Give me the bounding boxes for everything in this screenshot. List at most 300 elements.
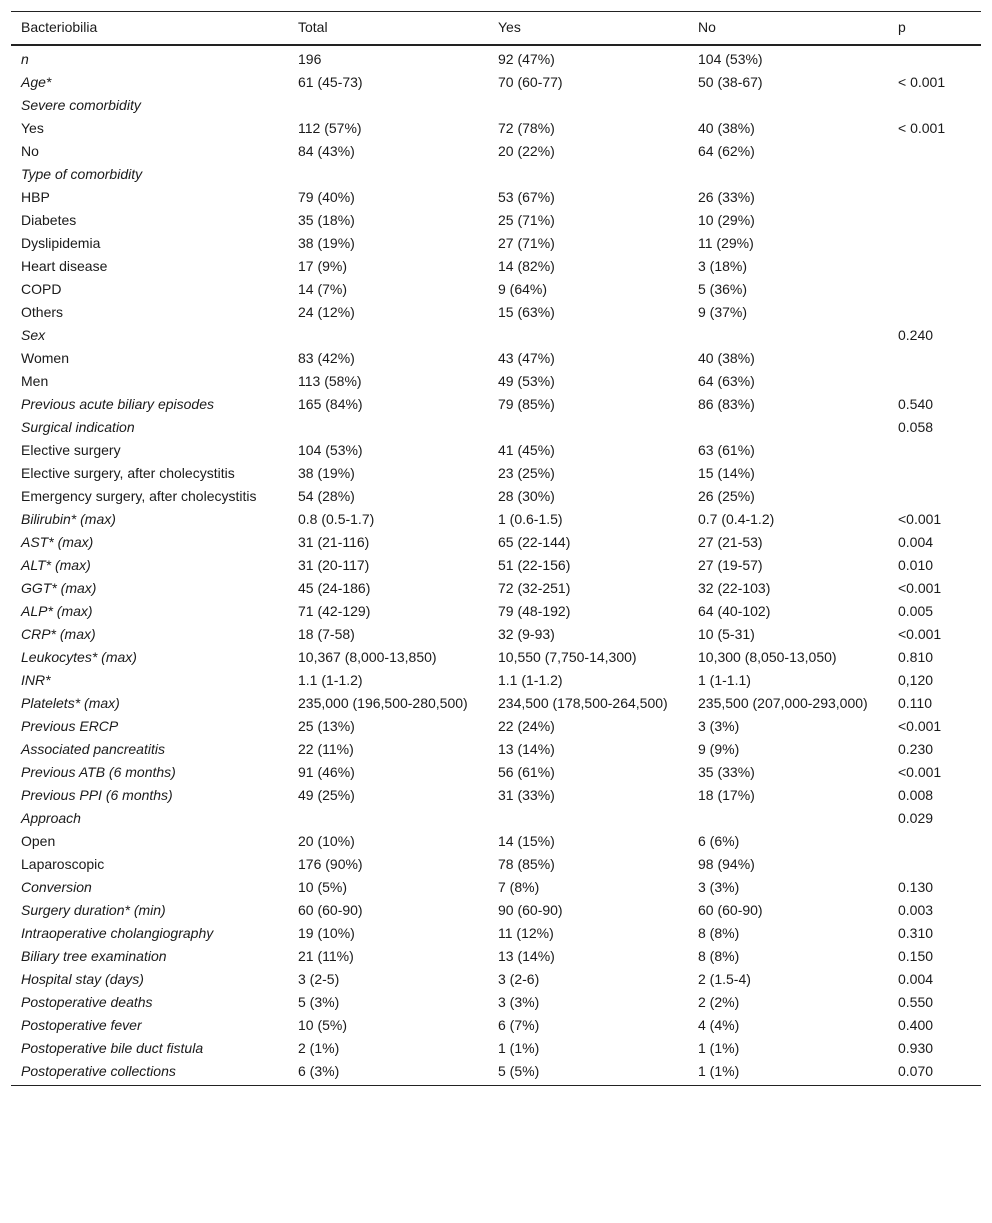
- cell-no: 27 (21-53): [698, 534, 763, 550]
- row-label-text: Dyslipidemia: [21, 235, 101, 251]
- cell-p: 0.008: [898, 787, 934, 803]
- row-sublabel: [11, 830, 288, 853]
- cell-total: 60 (60-90): [298, 902, 363, 918]
- row-label-text: Men: [21, 373, 49, 389]
- cell-yes: 1 (0.6-1.5): [498, 511, 563, 527]
- cell-total: 31 (20-117): [298, 557, 370, 573]
- row-label-text: Approach: [21, 810, 81, 826]
- row-label: [11, 1037, 288, 1060]
- cell-no: 26 (33%): [698, 189, 755, 205]
- cell-no: 40 (38%): [698, 120, 755, 136]
- cell-yes: 72 (32-251): [498, 580, 571, 596]
- cell-total: 31 (21-116): [298, 534, 370, 550]
- cell-no: [688, 416, 888, 439]
- cell-total: [288, 163, 488, 186]
- cell-yes: 78 (85%): [498, 856, 555, 872]
- row-label: [11, 163, 288, 186]
- cell-no: 10 (29%): [698, 212, 755, 228]
- cell-total: 2 (1%): [298, 1040, 340, 1056]
- row-sublabel: [11, 370, 288, 393]
- row-label-text: ALT* (max): [21, 557, 91, 573]
- cell-yes: [488, 324, 688, 347]
- row-label-text: ALP* (max): [21, 603, 93, 619]
- table-row: [11, 692, 981, 715]
- cell-yes: 65 (22-144): [498, 534, 571, 550]
- row-label-text: Postoperative collections: [21, 1063, 176, 1079]
- row-label-text: AST* (max): [21, 534, 94, 550]
- table-row: [11, 232, 981, 255]
- cell-no: 10,300 (8,050-13,050): [698, 649, 837, 665]
- cell-no: 10 (5-31): [698, 626, 755, 642]
- table-row: [11, 945, 981, 968]
- row-sublabel: [11, 117, 288, 140]
- row-label: [11, 531, 288, 554]
- table-row: [11, 991, 981, 1014]
- cell-p: <0.001: [898, 764, 942, 780]
- cell-yes: 11 (12%): [498, 925, 554, 941]
- cell-no: 64 (63%): [698, 373, 755, 389]
- cell-no: [688, 324, 888, 347]
- cell-no: 0.7 (0.4-1.2): [698, 511, 775, 527]
- cell-total: [288, 94, 488, 117]
- row-label: [11, 899, 288, 922]
- cell-p: [888, 485, 981, 508]
- cell-total: 3 (2-5): [298, 971, 340, 987]
- cell-yes: 13 (14%): [498, 741, 555, 757]
- cell-yes: 51 (22-156): [498, 557, 571, 573]
- cell-yes: [488, 416, 688, 439]
- cell-yes: 14 (82%): [498, 258, 555, 274]
- row-label: [11, 324, 288, 347]
- cell-total: 113 (58%): [298, 373, 362, 389]
- cell-total: 165 (84%): [298, 396, 363, 412]
- table-row: [11, 899, 981, 922]
- header-yes: Yes: [498, 19, 521, 35]
- cell-no: 9 (9%): [698, 741, 740, 757]
- cell-p: 0.310: [898, 925, 934, 941]
- cell-p: 0.070: [898, 1063, 934, 1079]
- cell-yes: 41 (45%): [498, 442, 555, 458]
- cell-no: [688, 94, 888, 117]
- cell-yes: 27 (71%): [498, 235, 555, 251]
- cell-total: [288, 416, 488, 439]
- row-label-text: Platelets* (max): [21, 695, 120, 711]
- cell-total: 61 (45-73): [298, 74, 363, 90]
- cell-total: 5 (3%): [298, 994, 340, 1010]
- row-label-text: Sex: [21, 327, 46, 343]
- row-label-text: Postoperative fever: [21, 1017, 142, 1033]
- cell-p: 0.540: [898, 396, 934, 412]
- cell-no: 104 (53%): [698, 51, 763, 67]
- cell-no: 40 (38%): [698, 350, 755, 366]
- cell-p: [888, 278, 981, 301]
- table-row: [11, 968, 981, 991]
- cell-no: 35 (33%): [698, 764, 755, 780]
- cell-total: 10 (5%): [298, 1017, 348, 1033]
- row-label-text: Leukocytes* (max): [21, 649, 137, 665]
- cell-yes: 53 (67%): [498, 189, 555, 205]
- row-label: [11, 715, 288, 738]
- row-sublabel: [11, 232, 288, 255]
- cell-no: 98 (94%): [698, 856, 755, 872]
- cell-yes: 72 (78%): [498, 120, 555, 136]
- cell-p: [888, 163, 981, 186]
- cell-total: 176 (90%): [298, 856, 363, 872]
- row-label: [11, 784, 288, 807]
- cell-p: [888, 232, 981, 255]
- row-label: [11, 968, 288, 991]
- cell-total: 10,367 (8,000-13,850): [298, 649, 437, 665]
- row-label: [11, 393, 288, 416]
- cell-total: 18 (7-58): [298, 626, 355, 642]
- cell-yes: 28 (30%): [498, 488, 555, 504]
- row-label: [11, 922, 288, 945]
- cell-total: 21 (11%): [298, 948, 354, 964]
- cell-yes: 49 (53%): [498, 373, 555, 389]
- cell-no: 1 (1-1.1): [698, 672, 751, 688]
- cell-no: 64 (62%): [698, 143, 755, 159]
- cell-total: 84 (43%): [298, 143, 355, 159]
- table-header: [11, 12, 981, 46]
- cell-yes: 13 (14%): [498, 948, 555, 964]
- row-label: [11, 738, 288, 761]
- cell-no: 50 (38-67): [698, 74, 763, 90]
- row-sublabel: [11, 462, 288, 485]
- cell-no: 6 (6%): [698, 833, 740, 849]
- table-row: [11, 508, 981, 531]
- row-label-text: Associated pancreatitis: [21, 741, 165, 757]
- cell-total: 54 (28%): [298, 488, 355, 504]
- row-label-text: Type of comorbidity: [21, 166, 143, 182]
- table-row: [11, 922, 981, 945]
- table-row: [11, 485, 981, 508]
- table-row: [11, 554, 981, 577]
- cell-total: 45 (24-186): [298, 580, 371, 596]
- row-label-text: Postoperative bile duct fistula: [21, 1040, 204, 1056]
- header-no: No: [698, 19, 716, 35]
- cell-p: 0.010: [898, 557, 934, 573]
- cell-total: 25 (13%): [298, 718, 355, 734]
- cell-p: [888, 209, 981, 232]
- row-label-text: Postoperative deaths: [21, 994, 153, 1010]
- cell-p: [888, 45, 981, 71]
- table-row: [11, 462, 981, 485]
- row-label: [11, 554, 288, 577]
- cell-no: 60 (60-90): [698, 902, 763, 918]
- row-label: [11, 669, 288, 692]
- cell-p: < 0.001: [898, 120, 946, 136]
- row-label: [11, 761, 288, 784]
- cell-p: <0.001: [898, 580, 942, 596]
- row-label-text: GGT* (max): [21, 580, 97, 596]
- cell-yes: 31 (33%): [498, 787, 555, 803]
- cell-p: [888, 255, 981, 278]
- row-label: [11, 646, 288, 669]
- cell-p: 0,120: [898, 672, 934, 688]
- header-bacteriobilia: Bacteriobilia: [21, 19, 98, 35]
- table-row: [11, 715, 981, 738]
- table-row: [11, 669, 981, 692]
- cell-no: [688, 163, 888, 186]
- row-label-text: Hospital stay (days): [21, 971, 144, 987]
- row-label: [11, 577, 288, 600]
- row-label-text: Laparoscopic: [21, 856, 105, 872]
- table-row: [11, 117, 981, 140]
- cell-yes: 90 (60-90): [498, 902, 563, 918]
- header-total: Total: [298, 19, 328, 35]
- row-sublabel: [11, 255, 288, 278]
- cell-total: 112 (57%): [298, 120, 362, 136]
- cell-p: 0.003: [898, 902, 934, 918]
- table-row: [11, 1060, 981, 1086]
- cell-no: 11 (29%): [698, 235, 754, 251]
- cell-no: [688, 807, 888, 830]
- cell-p: [888, 439, 981, 462]
- cell-no: 1 (1%): [698, 1040, 740, 1056]
- cell-yes: 3 (2-6): [498, 971, 540, 987]
- cell-no: 26 (25%): [698, 488, 755, 504]
- table-row: [11, 94, 981, 117]
- row-label-text: HBP: [21, 189, 50, 205]
- cell-yes: [488, 163, 688, 186]
- cell-no: 18 (17%): [698, 787, 755, 803]
- cell-no: 1 (1%): [698, 1063, 740, 1079]
- row-label-text: Surgery duration* (min): [21, 902, 166, 918]
- cell-p: <0.001: [898, 511, 942, 527]
- cell-total: 196: [298, 51, 322, 67]
- row-label-text: Women: [21, 350, 69, 366]
- cell-p: 0.058: [898, 419, 934, 435]
- cell-no: 15 (14%): [698, 465, 755, 481]
- table-row: [11, 301, 981, 324]
- cell-yes: 79 (85%): [498, 396, 555, 412]
- table-row: [11, 209, 981, 232]
- row-label: [11, 45, 288, 71]
- row-sublabel: [11, 853, 288, 876]
- bacteriobilia-table: [11, 11, 981, 1086]
- row-label-text: Open: [21, 833, 56, 849]
- row-label: [11, 876, 288, 899]
- row-label-text: Heart disease: [21, 258, 108, 274]
- cell-yes: 6 (7%): [498, 1017, 540, 1033]
- cell-yes: 9 (64%): [498, 281, 548, 297]
- cell-total: 1.1 (1-1.2): [298, 672, 363, 688]
- table-row: [11, 370, 981, 393]
- row-label-text: Yes: [21, 120, 44, 136]
- table-row: [11, 186, 981, 209]
- row-label-text: Previous ATB (6 months): [21, 764, 176, 780]
- table-container: [11, 11, 981, 1086]
- cell-no: 5 (36%): [698, 281, 748, 297]
- cell-yes: [488, 94, 688, 117]
- table-row: [11, 646, 981, 669]
- cell-p: 0.230: [898, 741, 934, 757]
- cell-p: 0.004: [898, 971, 934, 987]
- cell-no: 2 (1.5-4): [698, 971, 751, 987]
- row-sublabel: [11, 301, 288, 324]
- cell-total: 35 (18%): [298, 212, 355, 228]
- cell-p: 0.400: [898, 1017, 934, 1033]
- row-label-text: No: [21, 143, 39, 159]
- table-row: [11, 255, 981, 278]
- cell-p: [888, 140, 981, 163]
- cell-total: 20 (10%): [298, 833, 355, 849]
- cell-total: 38 (19%): [298, 465, 355, 481]
- cell-p: 0.004: [898, 534, 934, 550]
- cell-total: 24 (12%): [298, 304, 355, 320]
- cell-total: 71 (42-129): [298, 603, 371, 619]
- cell-no: 64 (40-102): [698, 603, 771, 619]
- cell-total: 17 (9%): [298, 258, 348, 274]
- row-label-text: Previous acute biliary episodes: [21, 396, 214, 412]
- table-row: [11, 45, 981, 71]
- row-label: [11, 94, 288, 117]
- cell-p: <0.001: [898, 718, 942, 734]
- row-label-text: Intraoperative cholangiography: [21, 925, 214, 941]
- table-row: [11, 393, 981, 416]
- cell-p: [888, 370, 981, 393]
- table-row: [11, 623, 981, 646]
- cell-no: 27 (19-57): [698, 557, 763, 573]
- cell-p: 0.150: [898, 948, 934, 964]
- row-label-text: Elective surgery: [21, 442, 121, 458]
- cell-yes: 23 (25%): [498, 465, 555, 481]
- cell-no: 86 (83%): [698, 396, 755, 412]
- table-row: [11, 738, 981, 761]
- cell-yes: 7 (8%): [498, 879, 540, 895]
- row-sublabel: [11, 439, 288, 462]
- cell-p: 0.930: [898, 1040, 934, 1056]
- cell-no: 3 (3%): [698, 879, 740, 895]
- cell-p: < 0.001: [898, 74, 946, 90]
- table-row: [11, 347, 981, 370]
- cell-total: 0.8 (0.5-1.7): [298, 511, 375, 527]
- cell-total: 83 (42%): [298, 350, 355, 366]
- row-label-text: n: [21, 51, 29, 67]
- row-sublabel: [11, 140, 288, 163]
- table-row: [11, 761, 981, 784]
- cell-yes: 15 (63%): [498, 304, 555, 320]
- cell-yes: 10,550 (7,750-14,300): [498, 649, 637, 665]
- table-row: [11, 163, 981, 186]
- cell-p: [888, 462, 981, 485]
- cell-no: 9 (37%): [698, 304, 748, 320]
- row-label: [11, 807, 288, 830]
- row-label: [11, 600, 288, 623]
- cell-no: 235,500 (207,000-293,000): [698, 695, 868, 711]
- cell-no: 8 (8%): [698, 925, 740, 941]
- row-label: [11, 508, 288, 531]
- row-label: [11, 71, 288, 94]
- row-label-text: Diabetes: [21, 212, 77, 228]
- row-label-text: Bilirubin* (max): [21, 511, 116, 527]
- table-row: [11, 278, 981, 301]
- cell-total: 10 (5%): [298, 879, 348, 895]
- cell-no: 3 (3%): [698, 718, 740, 734]
- row-label-text: Elective surgery, after cholecystitis: [21, 465, 235, 481]
- row-label-text: Surgical indication: [21, 419, 135, 435]
- row-sublabel: [11, 278, 288, 301]
- row-label: [11, 692, 288, 715]
- cell-yes: 43 (47%): [498, 350, 555, 366]
- table-row: [11, 853, 981, 876]
- table-row: [11, 416, 981, 439]
- row-sublabel: [11, 485, 288, 508]
- row-label-text: INR*: [21, 672, 51, 688]
- cell-total: 6 (3%): [298, 1063, 340, 1079]
- table-row: [11, 830, 981, 853]
- cell-p: [888, 94, 981, 117]
- cell-no: 3 (18%): [698, 258, 748, 274]
- cell-p: <0.001: [898, 626, 942, 642]
- cell-total: 14 (7%): [298, 281, 348, 297]
- cell-p: 0.130: [898, 879, 934, 895]
- row-label-text: Previous PPI (6 months): [21, 787, 173, 803]
- row-label: [11, 945, 288, 968]
- cell-yes: 234,500 (178,500-264,500): [498, 695, 668, 711]
- cell-p: [888, 853, 981, 876]
- cell-yes: 1.1 (1-1.2): [498, 672, 563, 688]
- cell-yes: 14 (15%): [498, 833, 555, 849]
- row-label-text: Emergency surgery, after cholecystitis: [21, 488, 257, 504]
- cell-no: 8 (8%): [698, 948, 740, 964]
- row-label-text: COPD: [21, 281, 62, 297]
- row-label: [11, 416, 288, 439]
- table-row: [11, 439, 981, 462]
- cell-no: 32 (22-103): [698, 580, 771, 596]
- table-row: [11, 876, 981, 899]
- cell-total: 49 (25%): [298, 787, 355, 803]
- row-label-text: Biliary tree examination: [21, 948, 167, 964]
- cell-yes: 22 (24%): [498, 718, 555, 734]
- cell-p: [888, 830, 981, 853]
- cell-yes: [488, 807, 688, 830]
- cell-total: [288, 324, 488, 347]
- cell-total: 38 (19%): [298, 235, 355, 251]
- cell-no: 63 (61%): [698, 442, 755, 458]
- table-row: [11, 531, 981, 554]
- row-label: [11, 623, 288, 646]
- row-label-text: Others: [21, 304, 64, 320]
- row-sublabel: [11, 209, 288, 232]
- table-row: [11, 600, 981, 623]
- cell-p: 0.550: [898, 994, 934, 1010]
- row-label: [11, 1060, 288, 1086]
- table-row: [11, 1037, 981, 1060]
- header-row: [11, 12, 981, 46]
- table-row: [11, 784, 981, 807]
- cell-p: 0.110: [898, 695, 932, 711]
- cell-yes: 25 (71%): [498, 212, 555, 228]
- row-label-text: Conversion: [21, 879, 92, 895]
- table-row: [11, 140, 981, 163]
- cell-p: 0.810: [898, 649, 934, 665]
- table-row: [11, 807, 981, 830]
- cell-p: [888, 186, 981, 209]
- row-label-text: CRP* (max): [21, 626, 96, 642]
- cell-p: [888, 347, 981, 370]
- cell-total: 235,000 (196,500-280,500): [298, 695, 468, 711]
- row-label: [11, 991, 288, 1014]
- row-label: [11, 1014, 288, 1037]
- cell-total: 91 (46%): [298, 764, 355, 780]
- table-row: [11, 324, 981, 347]
- cell-p: 0.240: [898, 327, 934, 343]
- cell-no: 2 (2%): [698, 994, 740, 1010]
- cell-total: 19 (10%): [298, 925, 355, 941]
- cell-yes: 1 (1%): [498, 1040, 540, 1056]
- cell-yes: 56 (61%): [498, 764, 555, 780]
